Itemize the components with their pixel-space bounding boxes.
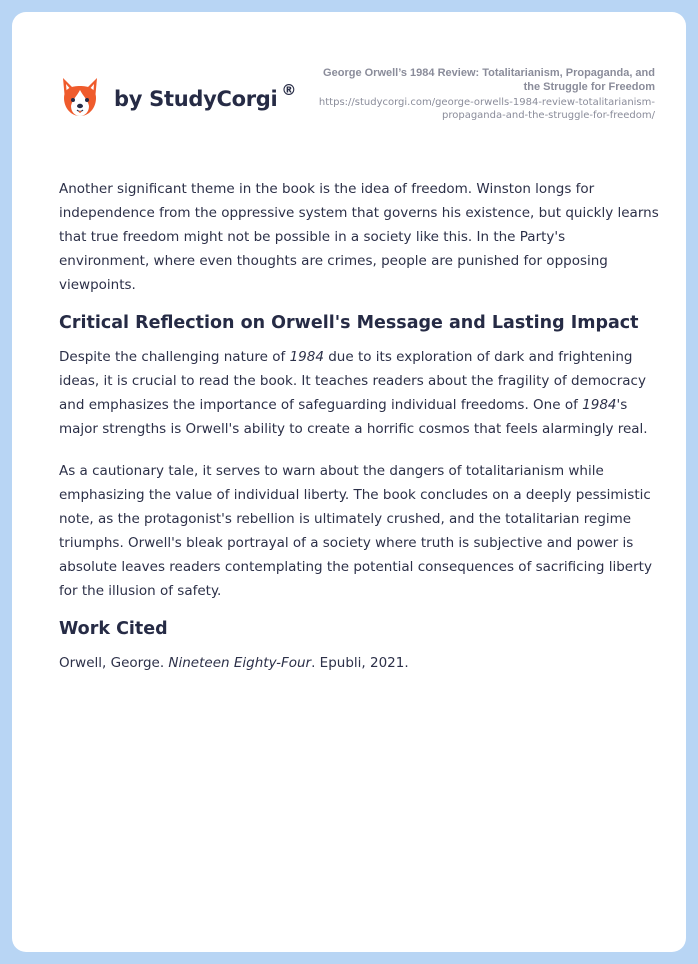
document-url[interactable]: https://studycorgi.com/george-orwells-1984-review-totalitarianism-propaganda-and-the-struggle-for-freedom/ [318,97,655,121]
paragraph-2-part: due to its exploration of dark and frightening ideas, it is crucial to read the book. It teaches readers about the fragility of democracy and emphasizes the importance of safeguarding individual freedoms. One of [59,349,646,413]
studycorgi-logo[interactable] [60,76,296,120]
works-cited-heading: Work Cited [59,619,168,639]
registered-mark: ® [281,81,297,99]
citation-title: Nineteen Eighty-Four [168,655,312,671]
book-title-italic: 1984 [582,397,617,413]
brand-name-text: by StudyCorgi [114,87,278,111]
paragraph-3: As a cautionary tale, it serves to warn about the dangers of totalitarianism while emphasizing the value of individual liberty. The book concludes on a deeply pessimistic note, as the protagonist's rebellion is ultimately crushed, and the totalitarian regime triumphs. Orwell's bleak portrayal of a society where truth is subjective and power is absolute leaves readers contemplating the potential consequences of sacrificing liberty for the illusion of safety. [59,463,652,599]
intro-paragraph: Another significant theme in the book is the idea of freedom. Winston longs for independence from the oppressive system that governs his existence, but quickly learns that true freedom might not be possible in a society like this. In the Party's environment, where even thoughts are crimes, people are punished for opposing viewpoints. [59,181,659,293]
article-body [59,177,659,675]
citation [59,651,659,675]
paragraph-2-part: 's major strengths is Orwell's ability to create a horrific cosmos that feels alarmingly real. [59,397,648,437]
document-title: George Orwell’s 1984 Review: Totalitarianism, Propaganda, and the Struggle for Freedom [323,67,655,93]
paragraph-2 [59,345,659,441]
section-heading: Critical Reflection on Orwell's Message and Lasting Impact [59,313,639,333]
citation-author: Orwell, George. [59,655,169,671]
document-page [12,12,686,952]
citation-publisher: . Epubli, 2021. [311,655,409,671]
brand-name [114,81,297,111]
document-meta [315,66,655,122]
corgi-icon [60,76,100,120]
book-title-italic: 1984 [289,349,324,365]
paragraph-2-part: Despite the challenging nature of [59,349,290,365]
